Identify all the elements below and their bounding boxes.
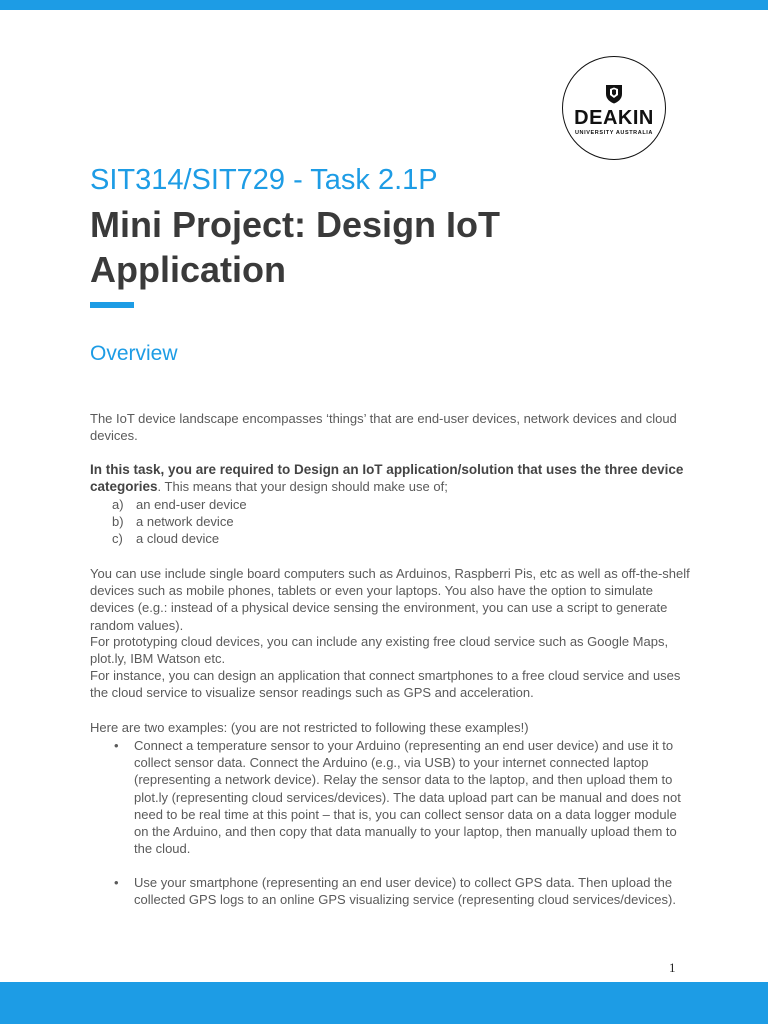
logo-subtitle: UNIVERSITY AUSTRALIA bbox=[574, 130, 653, 136]
course-code: SIT314/SIT729 - Task 2.1P bbox=[90, 164, 438, 196]
logo-wordmark: DEAKIN bbox=[574, 107, 654, 129]
bottom-accent-bar bbox=[0, 982, 768, 1024]
page-title: Mini Project: Design IoT Application bbox=[90, 204, 501, 290]
list-item bbox=[90, 513, 247, 530]
top-accent-bar bbox=[0, 0, 768, 10]
list-item-text: a network device bbox=[136, 514, 234, 530]
prototyping-paragraph: For prototyping cloud devices, you can include any existing free cloud service such as Google Maps, plot.ly, IBM Watson etc. bbox=[90, 634, 669, 667]
section-heading-overview: Overview bbox=[90, 342, 178, 365]
device-category-list bbox=[90, 496, 247, 548]
list-marker: a) bbox=[112, 497, 124, 512]
list-item bbox=[90, 496, 247, 513]
intro-paragraph: The IoT device landscape encompasses ‘things’ that are end-user devices, network devices and cloud devices. bbox=[90, 411, 677, 444]
list-marker: c) bbox=[112, 531, 123, 547]
example-text: Use your smartphone (representing an end user device) to collect GPS data. Then upload the collected GPS logs to an online GPS visualizing service (representing cloud services/devices). bbox=[134, 875, 676, 908]
task-paragraph bbox=[90, 461, 690, 495]
example-item bbox=[90, 737, 690, 857]
example-text: Connect a temperature sensor to your Arduino (representing an end user device) and use it to collect sensor data. Connect the Arduino (e.g., via USB) to your internet connected laptop (representing a network device). Relay the sensor data to the laptop, and then upload them to plot.ly (representing cloud services/devices). The data upload part can be manual and does not need to be real time at this point – that is, you can collect sensor data on a data logger module on the Arduino, and then copy that data manually to your laptop, then manually upload them to the cloud. bbox=[134, 738, 681, 857]
bullet-icon: • bbox=[114, 875, 119, 890]
task-statement-bold: In this task, you are required to Design an IoT application/solution that uses the three device categories bbox=[90, 462, 684, 495]
examples-intro: Here are two examples: (you are not restricted to following these examples!) bbox=[90, 720, 529, 735]
university-logo bbox=[562, 56, 666, 160]
page-number: 1 bbox=[669, 960, 676, 975]
device-options-paragraph: You can use include single board computers such as Arduinos, Raspberri Pis, etc as well as off-the-shelf devices such as mobile phones, tablets or even your laptops. You also have the option to simulate devices (e.g.: instead of a physical device sensing the environment, you can use a script to generate random values). bbox=[90, 566, 690, 633]
task-statement-rest: . This means that your design should make use of; bbox=[157, 479, 448, 495]
title-underline bbox=[90, 302, 134, 308]
instance-paragraph: For instance, you can design an application that connect smartphones to a free cloud service and uses the cloud service to visualize sensor readings such as GPS and acceleration. bbox=[90, 668, 681, 701]
list-marker: b) bbox=[112, 514, 124, 530]
example-item bbox=[90, 874, 690, 908]
list-item-text: a cloud device bbox=[136, 531, 220, 547]
deakin-crest-icon bbox=[605, 84, 623, 104]
list-item bbox=[90, 530, 247, 547]
list-item-text: an end-user device bbox=[136, 497, 247, 512]
bullet-icon: • bbox=[114, 738, 119, 753]
